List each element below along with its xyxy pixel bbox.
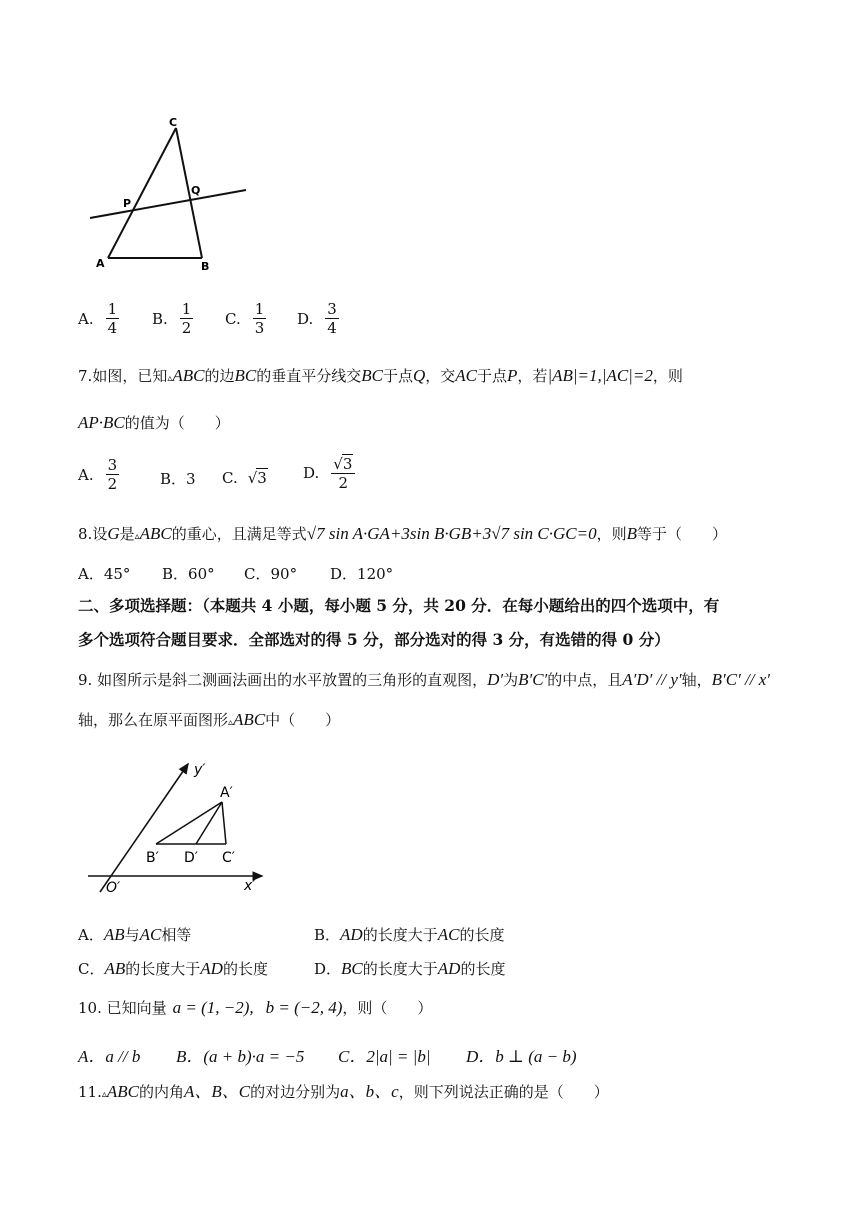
label-x-prime: x′: [244, 878, 256, 894]
q10-stem: 10. 已知向量 a = (1, −2), b = (−2, 4)，则（ ）: [78, 998, 433, 1017]
q9-option-d[interactable]: D． BC 的长度大于 AD 的长度: [314, 958, 506, 978]
q7-stem-line2: AP·BC的值为（ ）: [78, 413, 230, 432]
q6-option-a[interactable]: A. $\frac{1}{4}$: [78, 300, 118, 337]
q7-option-c[interactable]: C. √ 3: [222, 468, 267, 487]
q8-option-d[interactable]: D．120°: [330, 565, 394, 583]
q8-option-c[interactable]: C．90°: [244, 565, 298, 583]
q9-stem-line2: 轴，那么在原平面图形▵ABC中（ ）: [78, 710, 341, 729]
q9-option-c[interactable]: C． AB 的长度大于 AD 的长度: [78, 958, 268, 978]
section-heading-line1: 二、多项选择题：（本题共 4 小题，每小题 5 分，共 20 分．在每小题给出的四个选项中，有: [78, 596, 720, 615]
q6-option-d[interactable]: D. $\frac{3}{4}$: [297, 300, 337, 337]
label-q: Q: [191, 184, 201, 197]
vector-dot-product: AP·BC: [78, 413, 125, 432]
label-c-prime: C′: [222, 850, 235, 866]
q11-stem: 11.▵ABC的内角A、B、C的对边分别为a、b、c，则下列说法正确的是（ ）: [78, 1082, 609, 1101]
label-y-prime: y′: [194, 762, 206, 778]
label-b-prime: B′: [146, 850, 159, 866]
q9-option-a[interactable]: A． AB 与 AC 相等: [78, 924, 192, 944]
q10-option-b[interactable]: B．(a + b)·a = −5: [176, 1047, 305, 1066]
centroid-equation: √7 sin A·GA+3sin B·GB+3√7 sin C·GC=0: [306, 524, 597, 543]
label-o-prime: O′: [106, 880, 121, 896]
oblique-axes-figure: [80, 752, 280, 902]
q8-stem: 8.设G是▵ABC的重心，且满足等式√7 sin A·GA+3sin B·GB+3√7 sin C·GC=0，则B等于（ ）: [78, 524, 728, 543]
label-d-prime: D′: [184, 850, 198, 866]
q8-option-a[interactable]: A．45°: [78, 565, 131, 583]
q7-option-b[interactable]: B．3: [160, 470, 196, 488]
label-b: B: [201, 260, 210, 273]
label-a: A: [96, 257, 105, 270]
q10-option-a[interactable]: A．a // b: [78, 1047, 141, 1066]
label-c: C: [169, 116, 178, 129]
q10-option-d[interactable]: D．b ⊥ (a − b): [466, 1047, 577, 1066]
label-a-prime: A′: [220, 785, 233, 801]
triangle-figure-pq: [80, 110, 260, 275]
section-heading-line2: 多个选项符合题目要求．全部选对的得 5 分，部分选对的得 3 分，有选错的得 0 分）: [78, 630, 670, 649]
q7-stem-line1: 7.如图，已知▵ABC的边BC的垂直平分线交BC于点Q，交AC于点P，若|AB|=1,|AC|=2，则: [78, 366, 683, 385]
q7-option-d[interactable]: D. $\frac{√3}{2}$: [303, 454, 357, 492]
q9-stem-line1: 9. 如图所示是斜二测画法画出的水平放置的三角形的直观图，D′为B′C′的中点，且A′D′ // y′轴，B′C′ // x′: [78, 670, 770, 689]
q6-option-b[interactable]: B. $\frac{1}{2}$: [152, 300, 192, 337]
q9-option-b[interactable]: B． AD 的长度大于 AC 的长度: [314, 924, 505, 944]
q8-option-b[interactable]: B．60°: [162, 565, 215, 583]
vector-magnitudes: |AB|=1,|AC|=2: [547, 366, 653, 385]
q7-option-a[interactable]: A. $\frac{3}{2}$: [78, 456, 118, 493]
q10-option-c[interactable]: C．2|a| = |b|: [338, 1047, 431, 1066]
q6-option-c[interactable]: C. $\frac{1}{3}$: [225, 300, 265, 337]
label-p: P: [123, 197, 132, 210]
